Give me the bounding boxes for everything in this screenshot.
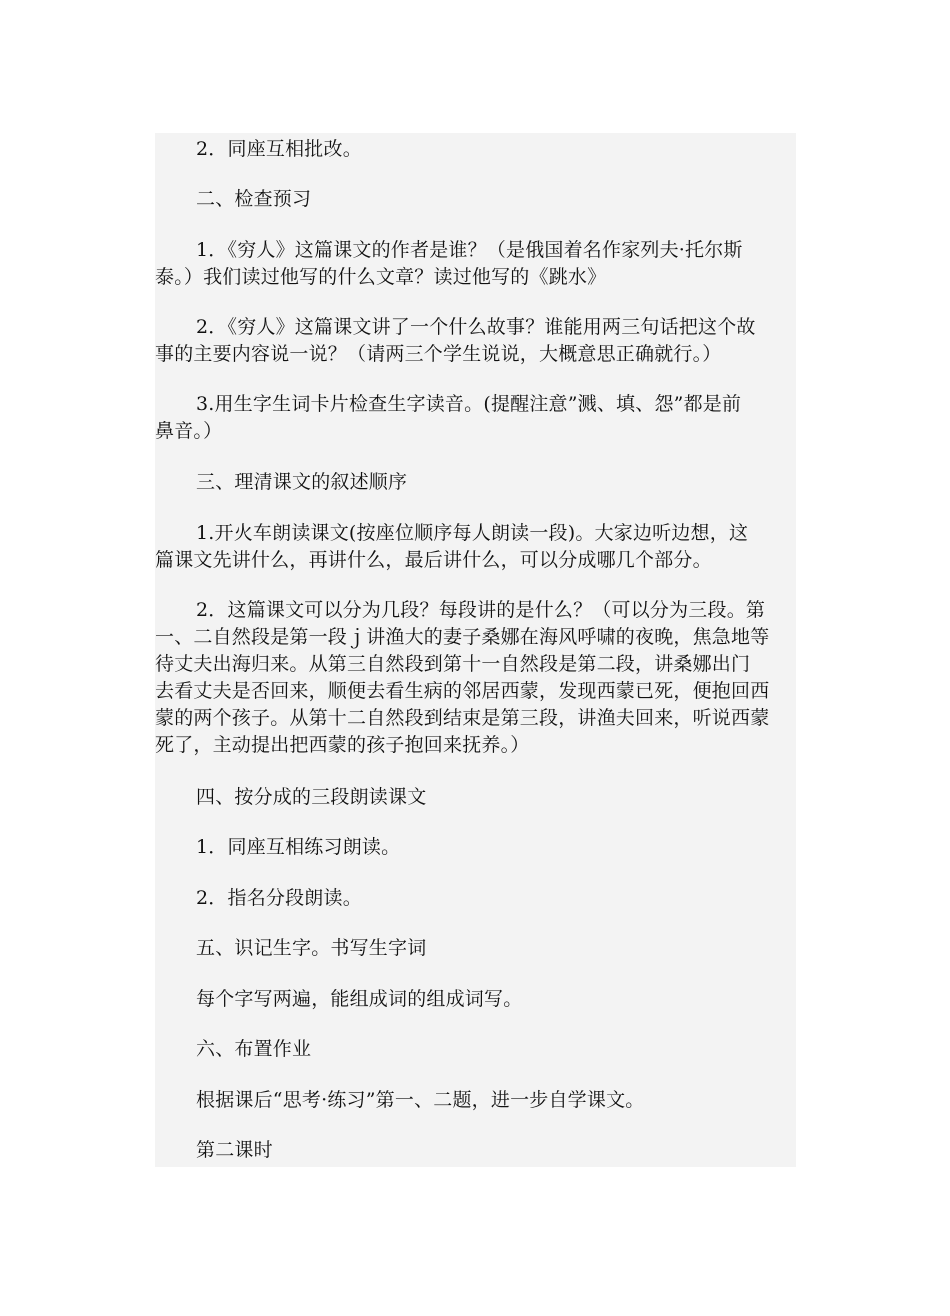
paragraph — [155, 136, 796, 163]
text-line: 2．这篇课文可以分为几段？每段讲的是什么？（可以分为三段。第 — [196, 599, 766, 621]
text-line: 去看丈夫是否回来，顺便去看生病的邻居西蒙，发现西蒙已死，便抱回西 — [155, 680, 770, 702]
paragraph — [155, 597, 796, 759]
section-heading — [155, 935, 796, 962]
text-line: 第二课时 — [196, 1139, 273, 1161]
text-line: 1.开火车朗读课文(按座位顺序每人朗读一段)。大家边听边想，这 — [196, 522, 749, 544]
section-heading — [155, 784, 796, 811]
text-line: 二、检查预习 — [196, 188, 312, 210]
text-line: 待丈夫出海归来。从第三自然段到第十一自然段是第二段，讲桑娜出门 — [155, 653, 751, 675]
paragraph — [155, 237, 796, 291]
text-line: 鼻音。） — [155, 420, 223, 442]
paragraph — [155, 885, 796, 912]
text-line: 蒙的两个孩子。从第十二自然段到结束是第三段，讲渔夫回来，听说西蒙 — [155, 707, 770, 729]
text-line: 一、二自然段是第一段ｊ讲渔大的妻子桑娜在海风呼啸的夜晚，焦急地等 — [155, 626, 770, 648]
text-line: 死了，主动提出把西蒙的孩子抱回来抚养。） — [155, 734, 530, 756]
text-line: 三、理清课文的叙述顺序 — [196, 471, 408, 493]
section-heading — [155, 469, 796, 496]
text-line: 1．《穷人》这篇课文的作者是谁？（是俄国着名作家列夫·托尔斯 — [196, 239, 743, 261]
text-line: 四、按分成的三段朗读课文 — [196, 786, 427, 808]
text-line: 每个字写两遍，能组成词的组成词写。 — [196, 988, 523, 1010]
text-line: 根据课后“思考·练习”第一、二题，进一步自学课文。 — [196, 1089, 645, 1111]
text-line: 泰。）我们读过他写的什么文章？读过他写的《跳水》 — [155, 266, 607, 288]
text-line: 2．《穷人》这篇课文讲了一个什么故事？谁能用两三句话把这个故 — [196, 316, 756, 338]
section-heading — [155, 1036, 796, 1063]
text-line: 篇课文先讲什么，再讲什么，最后讲什么，可以分成哪几个部分。 — [155, 549, 712, 571]
paragraph — [155, 1087, 796, 1114]
paragraph — [155, 986, 796, 1013]
paragraph — [155, 314, 796, 368]
text-line: 2．指名分段朗读。 — [196, 887, 362, 909]
paragraph — [155, 391, 796, 445]
text-line: 六、布置作业 — [196, 1038, 312, 1060]
text-line: 五、识记生字。书写生字词 — [196, 937, 427, 959]
paragraph — [155, 520, 796, 574]
document-body — [155, 133, 796, 1167]
section-heading — [155, 1137, 796, 1164]
text-line: 2．同座互相批改。 — [196, 138, 362, 160]
text-line: 3.用生字生词卡片检查生字读音。(提醒注意”溅、填、怨”都是前 — [196, 393, 742, 415]
paragraph — [155, 834, 796, 861]
text-line: 事的主要内容说一说？（请两三个学生说说，大概意思正确就行。） — [155, 343, 722, 365]
text-line: 1．同座互相练习朗读。 — [196, 836, 401, 858]
section-heading — [155, 186, 796, 213]
